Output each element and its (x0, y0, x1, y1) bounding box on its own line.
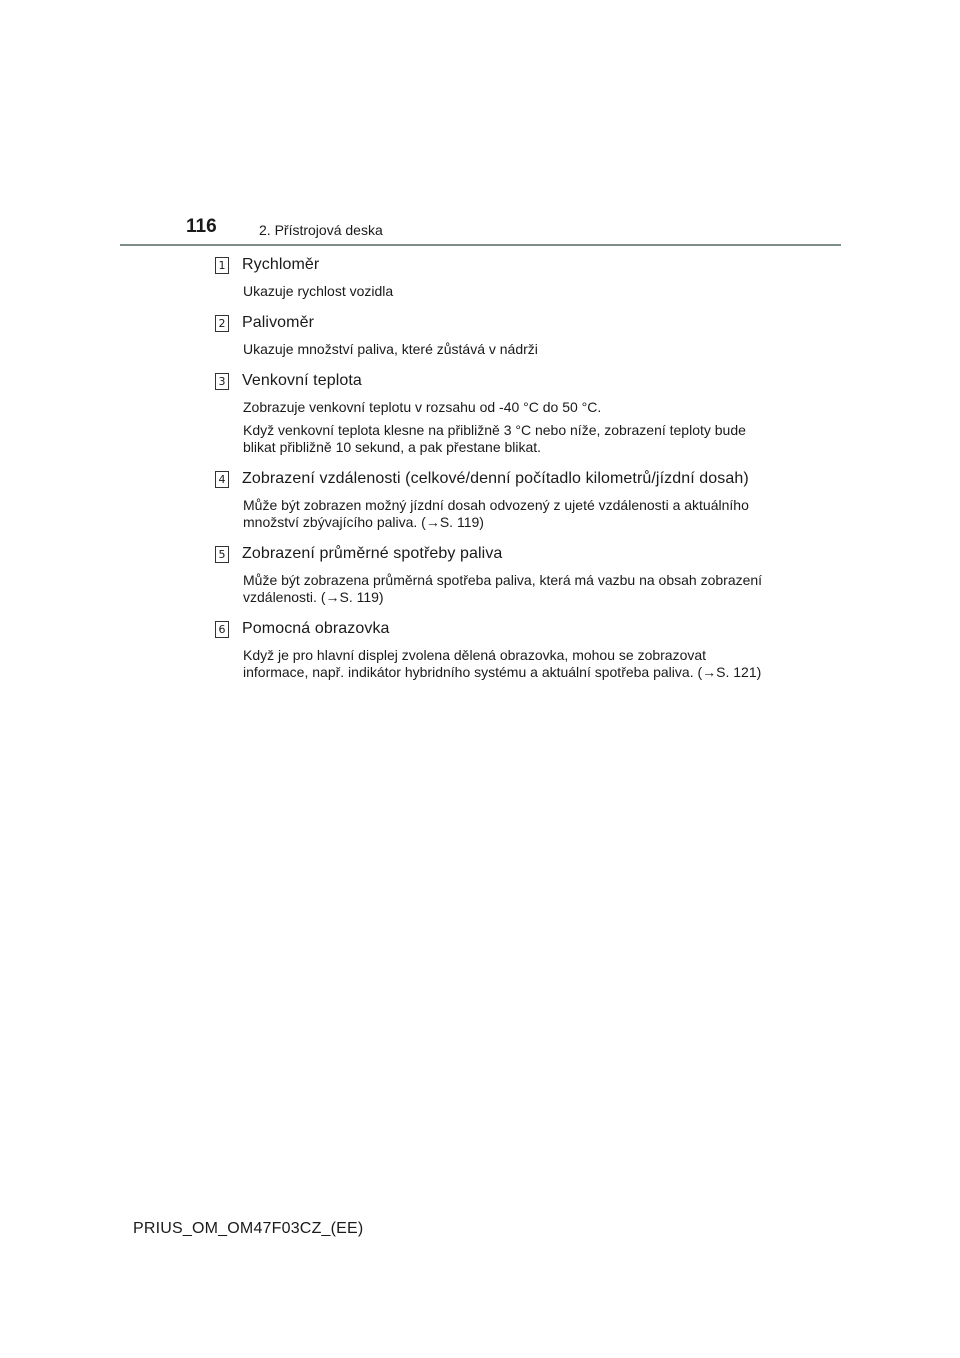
list-item-5 (215, 542, 775, 612)
description-text: Může být zobrazen možný jízdní dosah odvozený z ujeté vzdálenosti a aktuálního množství zbývajícího paliva. (→S. 119) (243, 497, 749, 530)
description-text: Ukazuje množství paliva, které zůstává v nádrži (243, 341, 538, 357)
page-number: 116 (186, 216, 217, 237)
list-item-3 (215, 369, 775, 462)
section-title: 2. Přístrojová deska (259, 222, 383, 238)
item-description (243, 497, 775, 531)
item-title: Pomocná obrazovka (242, 620, 390, 637)
item-heading (215, 311, 775, 335)
item-heading (215, 542, 775, 566)
description-text: Ukazuje rychlost vozidla (243, 283, 394, 299)
item-description (243, 283, 775, 300)
description-text: Když venkovní teplota klesne na přibližně 3 °C nebo níže, zobrazení teploty bude blikat přibližně 10 sekund, a pak přestane blikat. (243, 422, 746, 455)
description-text: Může být zobrazena průměrná spotřeba paliva, která má vazbu na obsah zobrazení vzdálenosti. (→S. 119) (243, 572, 763, 605)
number-badge: 5 (215, 546, 229, 563)
number-badge: 3 (215, 373, 229, 390)
page-header (0, 0, 960, 260)
number-badge: 4 (215, 471, 229, 488)
item-heading (215, 369, 775, 393)
item-heading (215, 467, 775, 491)
number-badge: 2 (215, 315, 229, 332)
list-item-4 (215, 467, 775, 537)
list-item-6 (215, 617, 775, 681)
number-badge: 6 (215, 621, 229, 638)
item-description (243, 647, 775, 681)
header-divider (120, 244, 841, 246)
item-description (243, 341, 775, 358)
list-item-1 (215, 253, 775, 306)
item-title: Rychloměr (242, 256, 320, 273)
item-title: Venkovní teplota (242, 372, 362, 389)
document-code: PRIUS_OM_OM47F03CZ_(EE) (133, 1220, 364, 1237)
description-text: Zobrazuje venkovní teplotu v rozsahu od -40 °C do 50 °C. (243, 399, 602, 415)
number-badge: 1 (215, 257, 229, 274)
item-description (243, 572, 775, 606)
item-title: Zobrazení vzdálenosti (celkové/denní počítadlo kilometrů/jízdní dosah) (242, 470, 749, 487)
item-title: Palivoměr (242, 314, 315, 331)
item-description (243, 399, 775, 456)
description-text: Když je pro hlavní displej zvolena dělená obrazovka, mohou se zobrazovat informace, např. indikátor hybridního systému a aktuální spotřeba paliva. (→S. 121) (243, 647, 762, 680)
list-item-2 (215, 311, 775, 364)
item-list (215, 253, 775, 681)
item-title: Zobrazení průměrné spotřeby paliva (242, 545, 503, 562)
item-heading (215, 617, 775, 641)
item-heading (215, 253, 775, 277)
